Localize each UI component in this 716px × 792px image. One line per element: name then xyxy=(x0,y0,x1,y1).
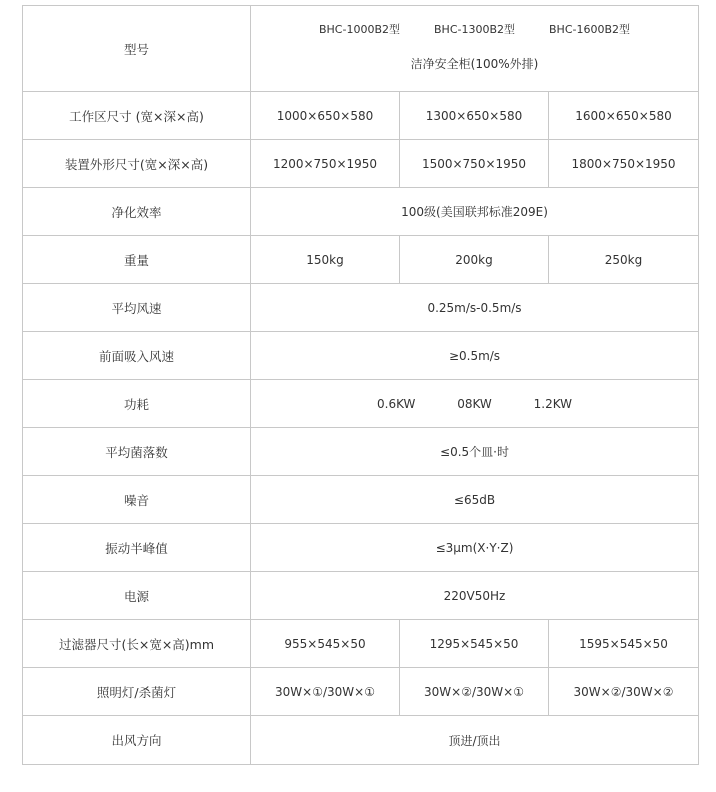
row-label: 装置外形尺寸(宽×深×高) xyxy=(23,140,251,188)
table-row xyxy=(23,236,699,284)
row-label: 前面吸入风速 xyxy=(23,332,251,380)
table-cell: 150kg xyxy=(251,236,400,284)
table-cell: 顶进/顶出 xyxy=(251,716,699,765)
table-cell: ≥0.5m/s xyxy=(251,332,699,380)
table-cell: 1600×650×580 xyxy=(549,92,699,140)
table-cell: ≤65dB xyxy=(251,476,699,524)
table-cell: 1000×650×580 xyxy=(251,92,400,140)
table-cell: 100级(美国联邦标准209E) xyxy=(251,188,699,236)
table-cell: 1595×545×50 xyxy=(549,620,699,668)
row-label: 电源 xyxy=(23,572,251,620)
power-value: 0.6KW xyxy=(377,396,416,411)
row-label: 重量 xyxy=(23,236,251,284)
table-row xyxy=(23,668,699,716)
model-name: BHC-1300B2型 xyxy=(434,23,516,36)
table-cell: 0.25m/s-0.5m/s xyxy=(251,284,699,332)
table-row xyxy=(23,284,699,332)
table-cell: 1500×750×1950 xyxy=(400,140,549,188)
table-row xyxy=(23,620,699,668)
table-cell: 1200×750×1950 xyxy=(251,140,400,188)
row-label: 平均菌落数 xyxy=(23,428,251,476)
table-cell: 200kg xyxy=(400,236,549,284)
table-cell: 1295×545×50 xyxy=(400,620,549,668)
table-row xyxy=(23,140,699,188)
power-value: 1.2KW xyxy=(533,396,573,411)
table-row xyxy=(23,572,699,620)
row-label: 平均风速 xyxy=(23,284,251,332)
row-label: 工作区尺寸 (宽×深×高) xyxy=(23,92,251,140)
table-row xyxy=(23,716,699,765)
power-value: 08KW xyxy=(457,396,492,411)
table-cell: 955×545×50 xyxy=(251,620,400,668)
model-header-cell xyxy=(251,6,699,92)
table-row xyxy=(23,524,699,572)
row-label: 功耗 xyxy=(23,380,251,428)
row-label: 净化效率 xyxy=(23,188,251,236)
header-row xyxy=(23,6,699,92)
row-label: 噪音 xyxy=(23,476,251,524)
table-row xyxy=(23,476,699,524)
table-cell: 30W×①/30W×① xyxy=(251,668,400,716)
table-cell: 1300×650×580 xyxy=(400,92,549,140)
table-cell: 250kg xyxy=(549,236,699,284)
table-row xyxy=(23,92,699,140)
table-cell: ≤3μm(X·Y·Z) xyxy=(251,524,699,572)
model-name: BHC-1000B2型 xyxy=(318,23,400,36)
table-cell: 1800×750×1950 xyxy=(549,140,699,188)
spec-table xyxy=(22,5,699,765)
table-cell: ≤0.5个皿·时 xyxy=(251,428,699,476)
model-label: 型号 xyxy=(23,6,251,92)
table-row xyxy=(23,380,699,428)
table-row xyxy=(23,428,699,476)
model-name: BHC-1600B2型 xyxy=(549,23,631,36)
table-cell: 30W×②/30W×① xyxy=(400,668,549,716)
row-label: 振动半峰值 xyxy=(23,524,251,572)
model-names xyxy=(253,21,696,37)
row-label: 照明灯/杀菌灯 xyxy=(23,668,251,716)
row-label: 出风方向 xyxy=(23,716,251,765)
table-row xyxy=(23,332,699,380)
table-cell xyxy=(251,380,699,428)
table-cell: 30W×②/30W×② xyxy=(549,668,699,716)
row-label: 过滤器尺寸(长×宽×高)mm xyxy=(23,620,251,668)
table-row xyxy=(23,188,699,236)
table-cell: 220V50Hz xyxy=(251,572,699,620)
model-subtitle: 洁净安全柜(100%外排) xyxy=(410,57,539,71)
